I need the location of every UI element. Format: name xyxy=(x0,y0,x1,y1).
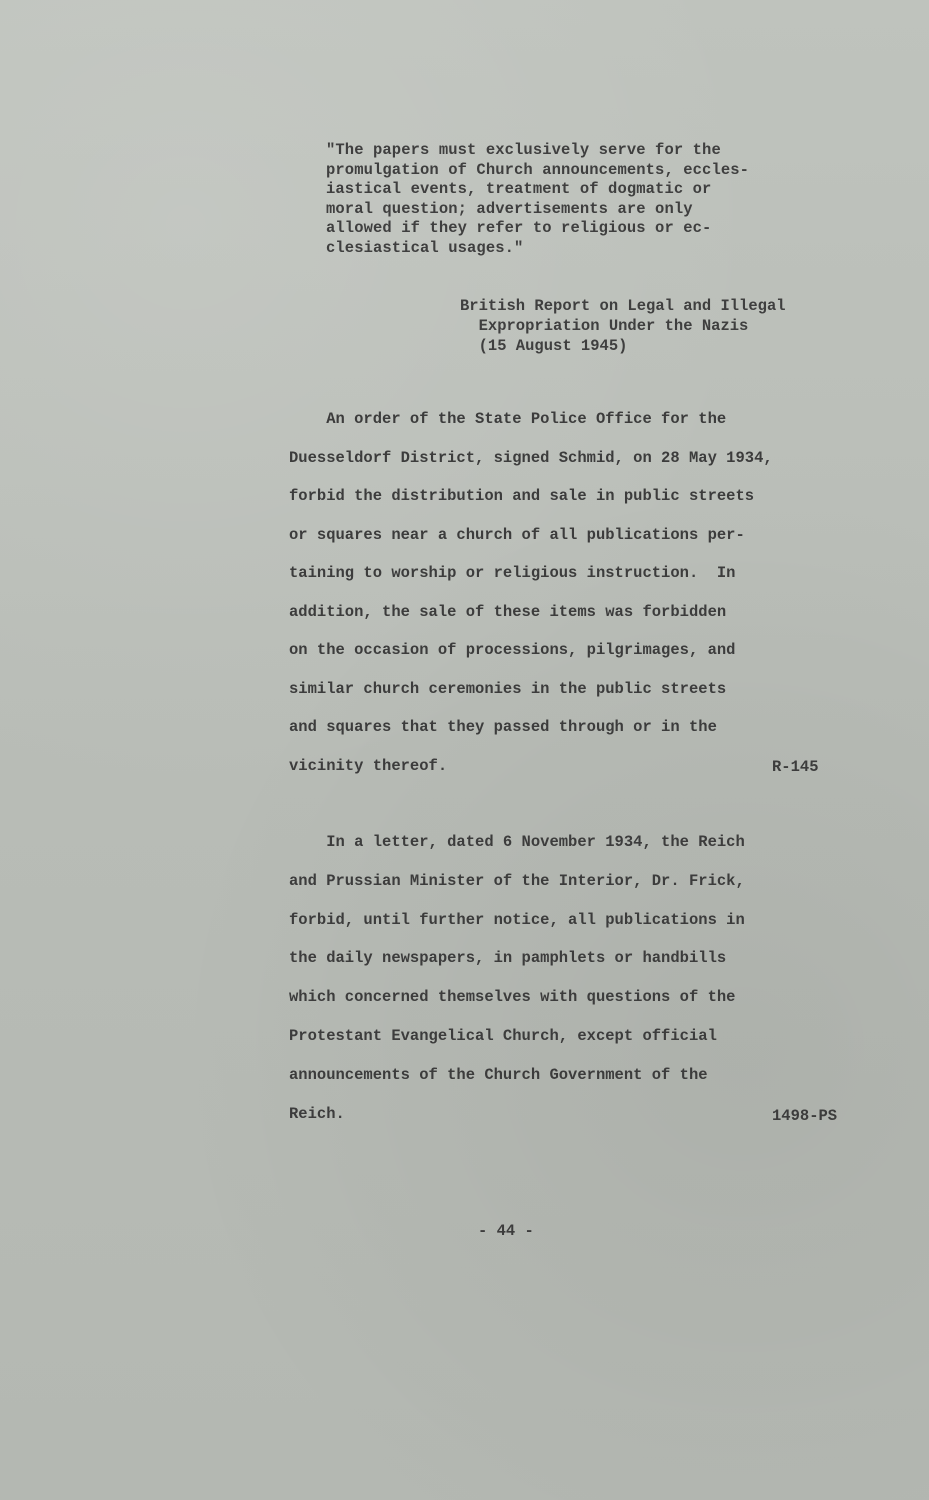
source-line: British Report on Legal and Illegal xyxy=(460,297,786,315)
paragraph-line: similar church ceremonies in the public streets xyxy=(289,679,727,698)
paragraph-line: on the occasion of processions, pilgrimages, and xyxy=(289,641,736,659)
quote-line: "The papers must exclusively serve for the xyxy=(326,141,721,159)
paragraph-line: An order of the State Police Office for the xyxy=(289,410,727,428)
quote-line: clesiastical usages." xyxy=(326,238,524,257)
paragraph-line: taining to worship or religious instruction. In xyxy=(289,564,736,582)
paragraph-line: and squares that they passed through or in the xyxy=(289,718,717,736)
paragraph-line: Reich. xyxy=(289,1104,345,1123)
paragraph-line: In a letter, dated 6 November 1934, the Reich xyxy=(289,833,745,851)
document-reference: 1498-PS xyxy=(772,1107,838,1125)
quotation-block xyxy=(326,141,786,259)
paragraph-line: Duesseldorf District, signed Schmid, on 28 May 1934, xyxy=(289,448,773,467)
paragraph-line: Protestant Evangelical Church, except official xyxy=(289,1027,717,1045)
quote-line: promulgation of Church announcements, eccles- xyxy=(326,160,750,179)
source-line: Expropriation Under the Nazis xyxy=(460,317,749,335)
paragraph-line: announcements of the Church Government of the xyxy=(289,1065,708,1084)
page-number: - 44 - xyxy=(478,1222,534,1240)
paragraph-line: the daily newspapers, in pamphlets or handbills xyxy=(289,949,727,968)
source-line: (15 August 1945) xyxy=(460,337,628,355)
document-reference: R-145 xyxy=(772,758,819,776)
paragraph-line: addition, the sale of these items was forbidden xyxy=(289,602,727,621)
paragraph-line: and Prussian Minister of the Interior, Dr. Frick, xyxy=(289,871,745,890)
quote-line: iastical events, treatment of dogmatic or xyxy=(326,180,712,199)
paragraph-line: vicinity thereof. xyxy=(289,756,448,775)
paragraph-line: forbid, until further notice, all publications in xyxy=(289,910,745,929)
paragraph-line: forbid the distribution and sale in public streets xyxy=(289,487,755,505)
paragraph-line: which concerned themselves with questions of the xyxy=(289,988,736,1007)
quote-line: moral question; advertisements are only xyxy=(326,199,693,218)
quote-line: allowed if they refer to religious or ec- xyxy=(326,219,712,238)
source-citation xyxy=(460,296,820,356)
paragraph-line: or squares near a church of all publications per- xyxy=(289,525,745,544)
